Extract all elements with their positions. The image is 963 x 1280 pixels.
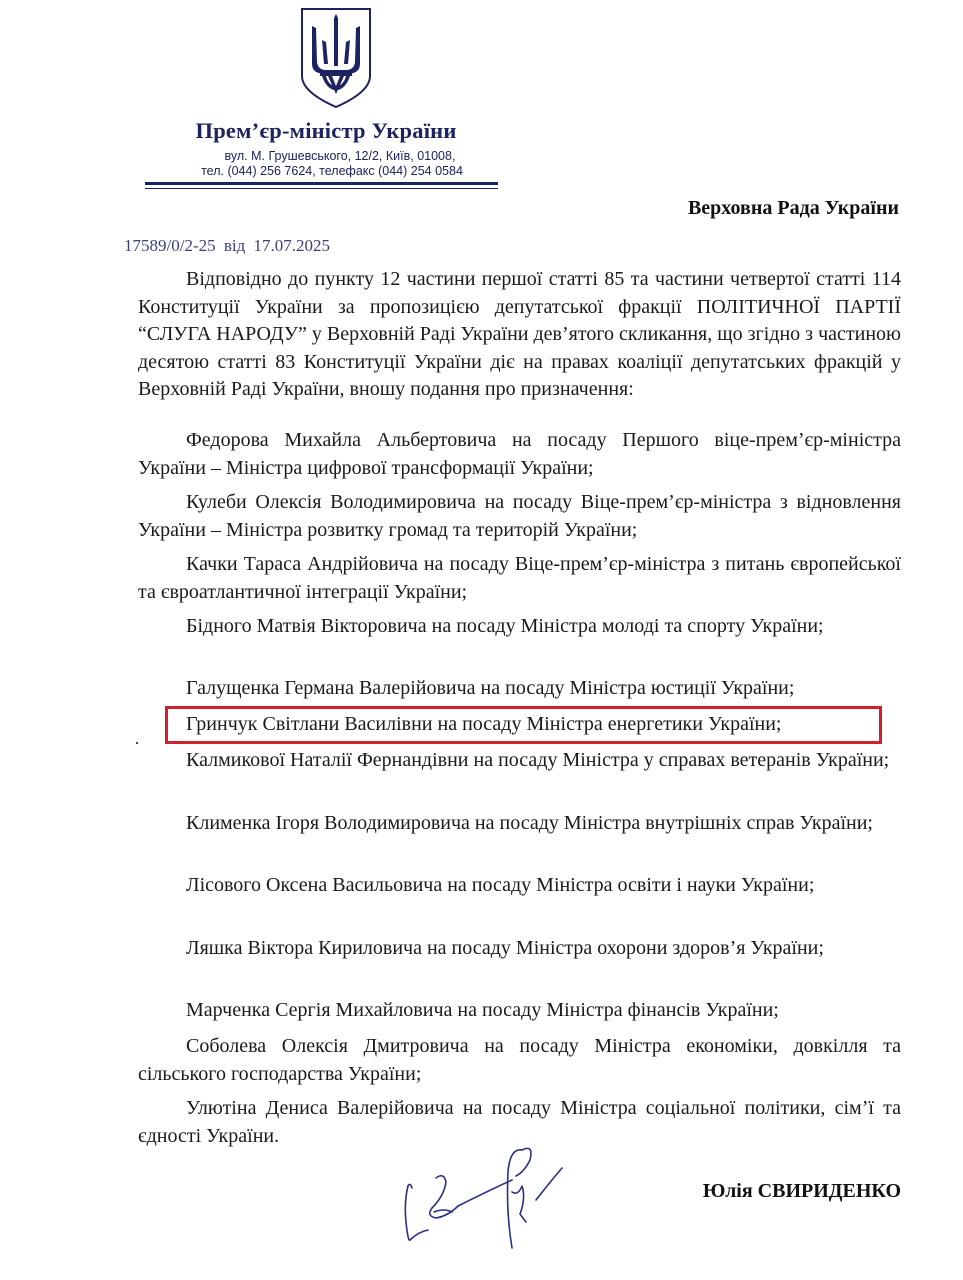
appointment-item: Бідного Матвія Вікторовича на посаду Міністра молоді та спорту України;	[186, 615, 824, 637]
scan-speck	[136, 742, 138, 744]
signatory-name: Юлія СВИРИДЕНКО	[702, 1180, 901, 1202]
appointment-item: Федорова Михайла Альбертовича на посаду Першого віце-прем’єр-міністра України – Міністра цифрової трансформації України;	[138, 429, 901, 479]
org-address: вул. М. Грушевського, 12/2, Київ, 01008,	[224, 149, 456, 163]
intro-paragraph: Відповідно до пункту 12 частини першої статті 85 та частини четвертої статті 114 Конституції України за пропозицією депутатської фракції ПОЛІТИЧНОЇ ПАРТІЇ “СЛУГА НАРОДУ” у Верховній Раді України дев’ятого скликання, що згідно з частиною десятою статті 83 Конституції України діє на правах коаліції депутатських фракцій у Верховній Раді України, вношу подання про призначення:	[138, 268, 901, 400]
registration-number: 17589/0/2-25	[124, 236, 216, 255]
appointment-item: Галущенка Германа Валерійовича на посаду Міністра юстиції України;	[186, 677, 795, 699]
registration-line	[124, 236, 330, 256]
appointment-item: Качки Тараса Андрійовича на посаду Віце-прем’єр-міністра з питань європейської та євроатлантичної інтеграції України;	[138, 553, 901, 603]
date-prefix: від	[223, 236, 246, 255]
highlight-box	[165, 706, 882, 744]
appointment-item: Клименка Ігоря Володимировича на посаду Міністра внутрішніх справ України;	[186, 812, 873, 834]
appointment-item: Лісового Оксена Васильовича на посаду Міністра освіти і науки України;	[186, 874, 815, 896]
appointment-item: Калмикової Наталії Фернандівни на посаду Міністра у справах ветеранів України;	[186, 749, 890, 771]
appointment-item: Кулеби Олексія Володимировича на посаду Віце-прем’єр-міністра з відновлення України – Міністра розвитку громад та територій України;	[138, 491, 901, 541]
signature-icon	[400, 1142, 580, 1252]
appointment-item: Улютіна Дениса Валерійовича на посаду Міністра соціальної політики, сім’ї та єдності України.	[138, 1097, 901, 1147]
appointment-item: Ляшка Віктора Кириловича на посаду Міністра охорони здоров’я України;	[186, 937, 824, 959]
appointment-item: Марченка Сергія Михайловича на посаду Міністра фінансів України;	[186, 999, 779, 1021]
letterhead-rule	[145, 182, 498, 185]
letterhead-rule-thin	[145, 188, 498, 189]
registration-date: 17.07.2025	[253, 236, 331, 255]
coat-of-arms-icon	[298, 6, 374, 110]
org-title: Прем’єр-міністр України	[195, 118, 457, 143]
appointment-item: Соболева Олексія Дмитровича на посаду Міністра економіки, довкілля та сільського господарства України;	[138, 1035, 901, 1085]
org-phones: тел. (044) 256 7624, телефакс (044) 254 0584	[201, 164, 463, 178]
appointment-item-highlighted: Гринчук Світлани Василівни на посаду Міністра енергетики України;	[186, 713, 782, 735]
addressee: Верховна Рада України	[687, 197, 899, 219]
